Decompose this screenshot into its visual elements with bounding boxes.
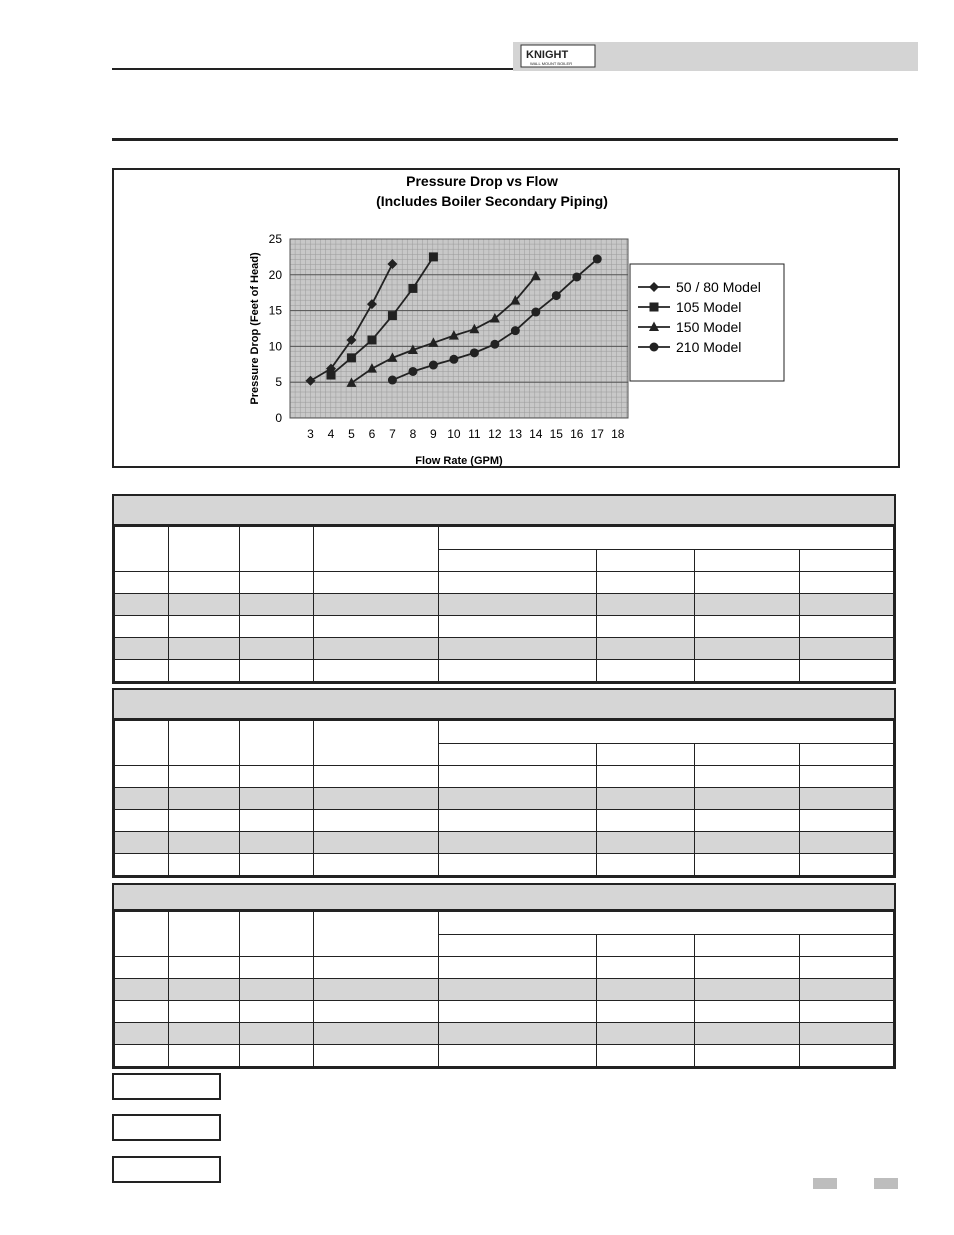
table-header-cell bbox=[240, 721, 314, 766]
table-row bbox=[115, 979, 894, 1001]
y-tick-label: 5 bbox=[275, 375, 282, 390]
table-row bbox=[115, 788, 894, 810]
table-2 bbox=[112, 688, 896, 878]
y-axis-label: Pressure Drop (Feet of Head) bbox=[249, 252, 261, 405]
knight-logo bbox=[520, 44, 596, 68]
table-header-cell bbox=[115, 527, 169, 572]
table-row bbox=[115, 1045, 894, 1067]
table-header-cell bbox=[597, 743, 695, 766]
data-point-series-2 bbox=[408, 284, 417, 293]
x-tick-label: 3 bbox=[307, 427, 314, 441]
note-box bbox=[112, 1114, 221, 1141]
table-row bbox=[115, 810, 894, 832]
x-tick-label: 11 bbox=[468, 427, 481, 441]
page-marker bbox=[813, 1178, 837, 1189]
data-point-series-4 bbox=[388, 376, 397, 385]
data-point-series-4 bbox=[408, 367, 417, 376]
table-header-cell bbox=[314, 721, 439, 766]
table-row bbox=[115, 854, 894, 876]
y-tick-label: 20 bbox=[268, 267, 282, 282]
table-header-cell bbox=[240, 912, 314, 957]
table-row bbox=[115, 832, 894, 854]
legend-label: 150 Model bbox=[676, 319, 742, 335]
table-row bbox=[115, 766, 894, 788]
table-1 bbox=[112, 494, 896, 684]
table-row bbox=[115, 572, 894, 594]
x-tick-label: 18 bbox=[611, 427, 625, 441]
table-row bbox=[115, 1023, 894, 1045]
table-header-cell bbox=[800, 549, 894, 572]
table-1-title-bar bbox=[114, 496, 894, 526]
x-tick-label: 9 bbox=[430, 427, 437, 441]
table-header-cell bbox=[115, 721, 169, 766]
chart-svg bbox=[114, 170, 898, 466]
x-tick-label: 10 bbox=[447, 427, 461, 441]
data-point-series-4 bbox=[449, 355, 458, 364]
legend-label: 50 / 80 Model bbox=[676, 279, 761, 295]
x-tick-label: 15 bbox=[549, 427, 563, 441]
table-row bbox=[115, 957, 894, 979]
data-point-series-2 bbox=[347, 353, 356, 362]
y-tick-label: 15 bbox=[268, 303, 282, 318]
table-header-cell bbox=[439, 912, 894, 935]
data-point-series-4 bbox=[470, 348, 479, 357]
data-point-series-4 bbox=[531, 308, 540, 317]
legend-marker bbox=[650, 343, 659, 352]
table-row bbox=[115, 660, 894, 682]
x-tick-label: 13 bbox=[508, 427, 523, 441]
x-tick-label: 4 bbox=[327, 427, 335, 441]
data-point-series-4 bbox=[593, 255, 602, 264]
note-box bbox=[112, 1073, 221, 1100]
table-3-grid bbox=[114, 911, 894, 1067]
table-header-cell bbox=[240, 527, 314, 572]
data-point-series-2 bbox=[326, 371, 335, 380]
data-point-series-4 bbox=[429, 361, 438, 370]
x-axis-label: Flow Rate (GPM) bbox=[415, 455, 503, 466]
table-2-title-bar bbox=[114, 690, 894, 720]
table-2-grid bbox=[114, 720, 894, 876]
x-tick-label: 16 bbox=[570, 427, 584, 441]
x-tick-label: 14 bbox=[529, 427, 543, 441]
y-tick-label: 10 bbox=[268, 339, 282, 354]
table-row bbox=[115, 616, 894, 638]
svg-text:WALL MOUNT BOILER: WALL MOUNT BOILER bbox=[530, 61, 573, 66]
legend-label: 210 Model bbox=[676, 339, 742, 355]
table-3 bbox=[112, 883, 896, 1069]
table-header-cell bbox=[597, 549, 695, 572]
table-row bbox=[115, 638, 894, 660]
plot-area bbox=[290, 239, 628, 418]
x-tick-label: 7 bbox=[389, 427, 396, 441]
pressure-drop-chart bbox=[112, 168, 900, 468]
table-row bbox=[115, 594, 894, 616]
table-header-cell bbox=[597, 934, 695, 957]
y-tick-label: 25 bbox=[268, 232, 282, 246]
table-header-cell bbox=[439, 934, 597, 957]
y-tick-label: 0 bbox=[275, 411, 282, 425]
x-tick-label: 12 bbox=[488, 427, 502, 441]
data-point-series-4 bbox=[511, 326, 520, 335]
note-box bbox=[112, 1156, 221, 1183]
table-header-cell bbox=[695, 549, 800, 572]
table-header-cell bbox=[439, 743, 597, 766]
table-header-cell bbox=[439, 549, 597, 572]
data-point-series-4 bbox=[572, 272, 581, 281]
table-header-cell bbox=[314, 527, 439, 572]
table-3-title-bar bbox=[114, 885, 894, 911]
section-rule bbox=[112, 138, 898, 141]
data-point-series-2 bbox=[429, 252, 438, 261]
table-header-cell bbox=[439, 721, 894, 744]
chart-title: Pressure Drop vs Flow bbox=[406, 173, 558, 189]
data-point-series-4 bbox=[552, 291, 561, 300]
table-header-cell bbox=[169, 527, 240, 572]
table-header-cell bbox=[169, 721, 240, 766]
x-tick-label: 8 bbox=[409, 427, 417, 441]
table-row bbox=[115, 1001, 894, 1023]
data-point-series-2 bbox=[388, 311, 397, 320]
table-header-cell bbox=[695, 934, 800, 957]
page-marker bbox=[874, 1178, 898, 1189]
data-point-series-4 bbox=[490, 340, 499, 349]
x-tick-label: 6 bbox=[368, 427, 376, 441]
table-header-cell bbox=[115, 912, 169, 957]
x-tick-label: 17 bbox=[590, 427, 604, 441]
table-header-cell bbox=[800, 934, 894, 957]
table-header-cell bbox=[695, 743, 800, 766]
legend-marker bbox=[650, 303, 659, 312]
x-tick-label: 5 bbox=[348, 427, 355, 441]
table-header-cell bbox=[800, 743, 894, 766]
table-header-cell bbox=[439, 527, 894, 550]
legend-label: 105 Model bbox=[676, 299, 742, 315]
table-1-grid bbox=[114, 526, 894, 682]
data-point-series-2 bbox=[367, 335, 376, 344]
svg-text:KNIGHT: KNIGHT bbox=[526, 49, 569, 61]
table-header-cell bbox=[169, 912, 240, 957]
table-header-cell bbox=[314, 912, 439, 957]
chart-subtitle: (Includes Boiler Secondary Piping) bbox=[376, 193, 608, 209]
